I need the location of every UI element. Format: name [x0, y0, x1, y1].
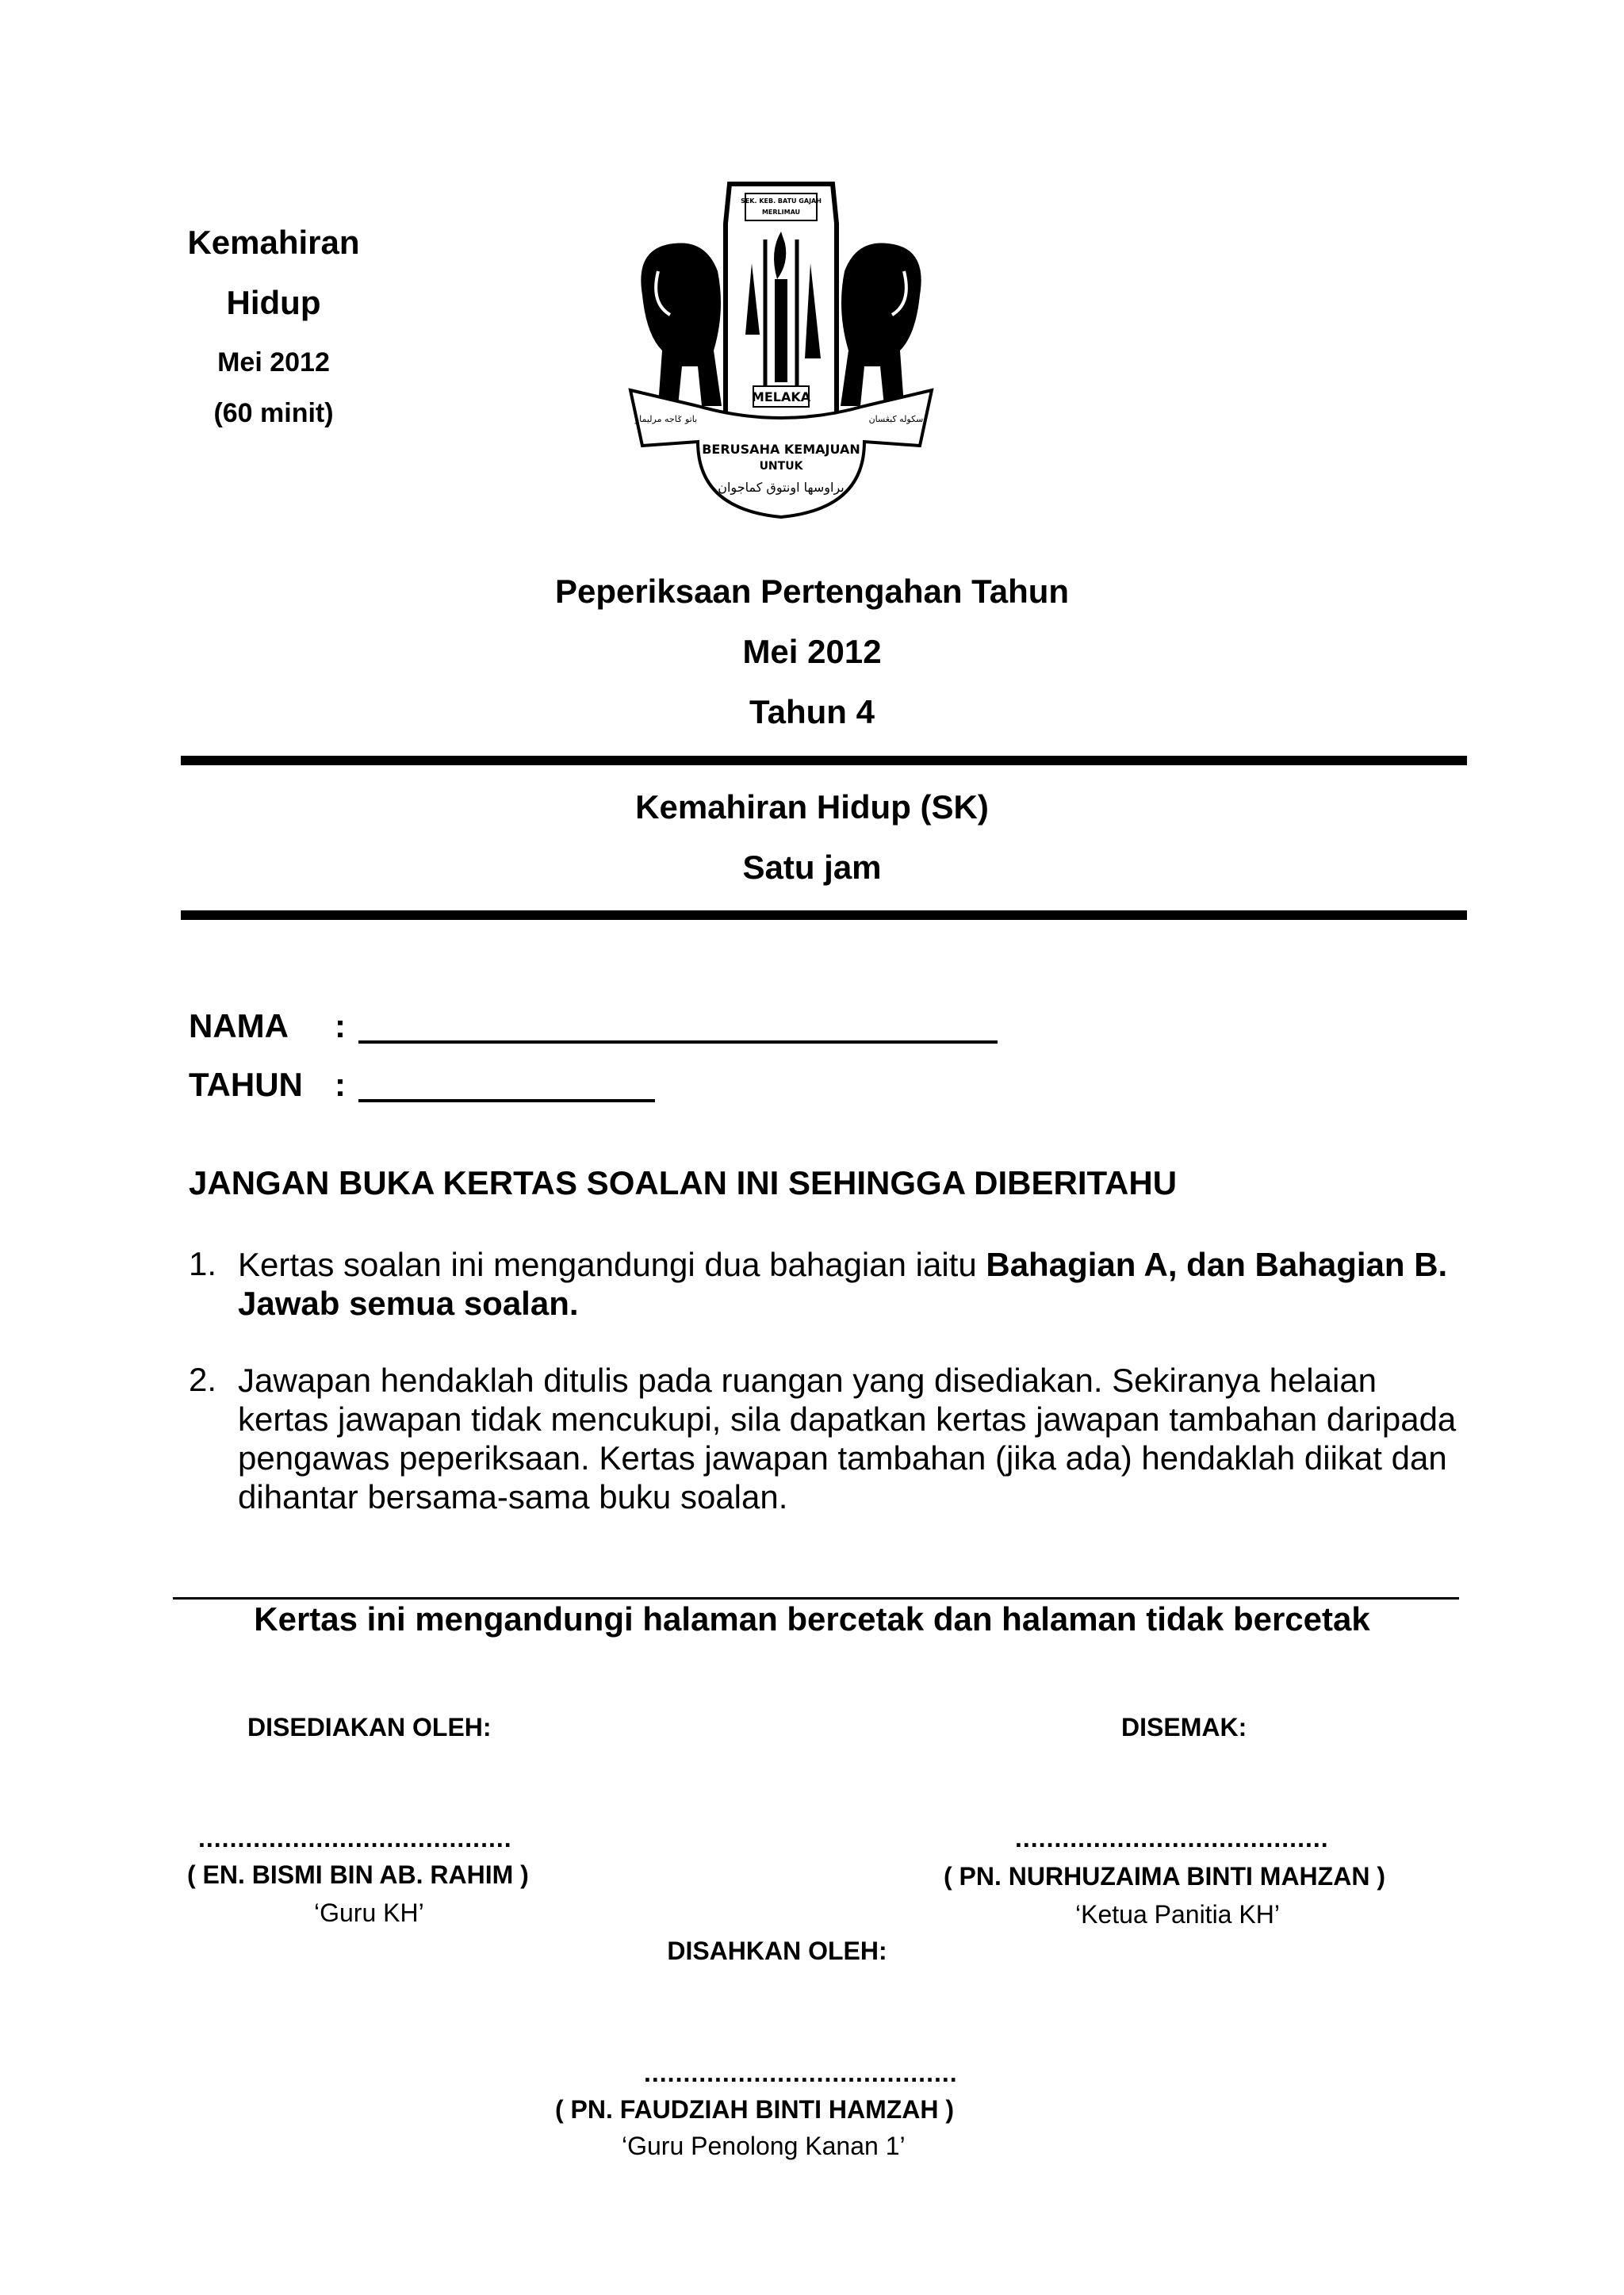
checked-signature-line: ........................................ [1015, 1824, 1329, 1852]
svg-text:BERUSAHA KEMAJUAN: BERUSAHA KEMAJUAN [702, 442, 860, 457]
instruction-2-text: Jawapan hendaklah ditulis pada ruangan yang disediakan. Sekiranya helaian kertas jawapan tidak mencukupi, sila dapatkan kertas jawapan tambahan daripada pengawas peperiksaan. Kertas jawapan tambahan (jika ada) hendaklah diikat dan dihantar bersama-sama buku soalan. [238, 1362, 1457, 1515]
year-label: TAHUN [189, 1066, 303, 1103]
name-label: NAMA [189, 1007, 289, 1044]
svg-text:براوسها اونتوق کماجوان: براوسها اونتوق کماجوان [718, 480, 845, 495]
svg-text:MERLIMAU: MERLIMAU [761, 209, 801, 216]
year-colon: : [335, 1066, 346, 1103]
school-crest-logo [626, 176, 936, 541]
subject-line-2: Hidup [226, 284, 321, 321]
svg-text:باتو ݢاجه مرليماو: باتو ݢاجه مرليماو [634, 414, 698, 424]
subject-duration: (60 minit) [213, 398, 334, 428]
instruction-1-number: 1. [189, 1245, 217, 1282]
svg-text:MELAKA: MELAKA [751, 389, 811, 404]
exam-date: Mei 2012 [742, 633, 882, 670]
svg-text:SEK. KEB. BATU GAJAH: SEK. KEB. BATU GAJAH [741, 197, 822, 205]
divider-thick-bottom [181, 910, 1467, 920]
approved-by-label: DISAHKAN OLEH: [667, 1937, 887, 1965]
approved-name: ( PN. FAUDZIAH BINTI HAMZAH ) [555, 2095, 955, 2124]
instruction-1-bold: Bahagian A, dan Bahagian B. Jawab semua soalan. [238, 1246, 1448, 1322]
pages-note: Kertas ini mengandungi halaman bercetak dan halaman tidak bercetak [254, 1600, 1370, 1638]
name-colon: : [335, 1007, 346, 1044]
subject-date: Mei 2012 [217, 347, 330, 377]
warning-text: JANGAN BUKA KERTAS SOALAN INI SEHINGGA DIBERITAHU [189, 1164, 1178, 1201]
instruction-2-number: 2. [189, 1361, 217, 1398]
instruction-1-text [238, 1245, 1475, 1323]
year-input-line[interactable] [358, 1099, 655, 1102]
checked-by-label: DISEMAK: [1121, 1713, 1247, 1741]
subject-line-1: Kemahiran [187, 224, 360, 261]
checked-role: ‘Ketua Panitia KH’ [1075, 1900, 1280, 1929]
checked-name: ( PN. NURHUZAIMA BINTI MAHZAN ) [944, 1862, 1385, 1891]
prepared-name: ( EN. BISMI BIN AB. RAHIM ) [187, 1860, 529, 1889]
divider-thick-top [181, 756, 1467, 765]
exam-title: Peperiksaan Pertengahan Tahun [554, 573, 1070, 610]
exam-time: Satu jam [742, 849, 882, 886]
exam-paper: Kemahiran Hidup (SK) [635, 788, 989, 826]
prepared-signature-line: ........................................ [198, 1824, 512, 1852]
approved-signature-line: ........................................ [644, 2059, 958, 2087]
approved-role: ‘Guru Penolong Kanan 1’ [622, 2132, 906, 2160]
divider-thin [173, 1597, 1459, 1600]
exam-year: Tahun 4 [749, 693, 875, 730]
svg-text:UNTUK: UNTUK [759, 460, 803, 473]
svg-text:سکوله کبڠسان: سکوله کبڠسان [868, 414, 924, 424]
prepared-role: ‘Guru KH’ [314, 1898, 424, 1927]
instruction-1-plain: Kertas soalan ini mengandungi dua bahagian iaitu [238, 1246, 986, 1283]
name-input-line[interactable] [358, 1040, 998, 1044]
prepared-by-label: DISEDIAKAN OLEH: [247, 1713, 492, 1741]
